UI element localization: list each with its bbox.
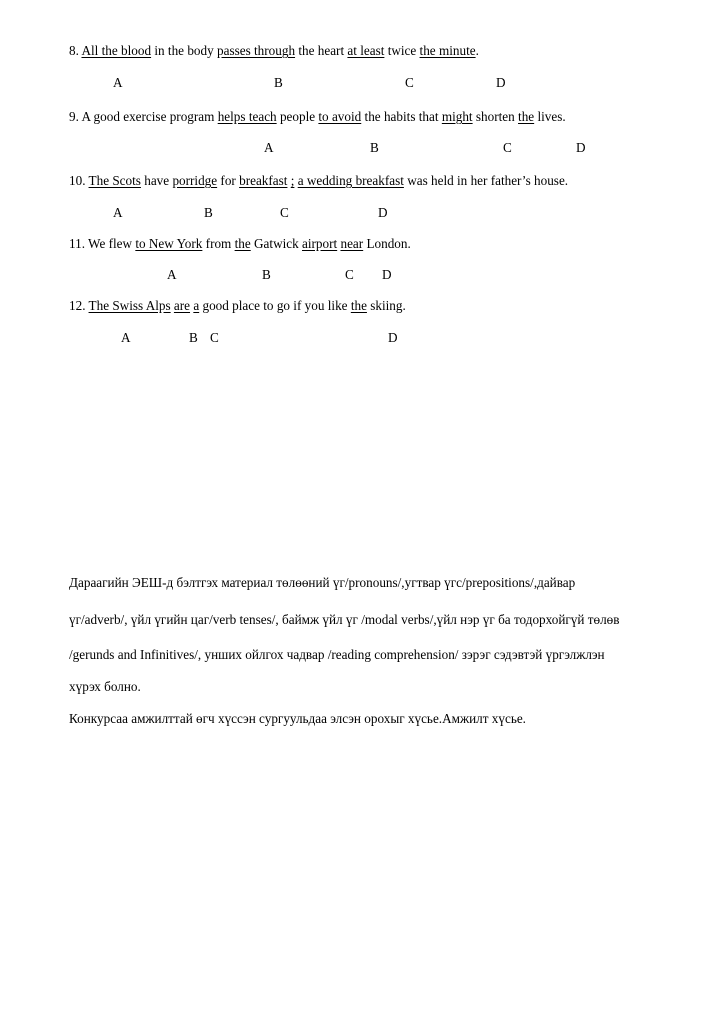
sentence-text: have [140, 173, 173, 188]
option-c-label: C [405, 75, 414, 90]
underlined-phrase: breakfast [239, 173, 288, 188]
underlined-phrase: a [193, 298, 200, 313]
underlined-phrase: the [518, 109, 535, 124]
sentence-text: 9. A good exercise program [69, 109, 218, 124]
underlined-phrase: might [441, 109, 473, 124]
underlined-phrase: the [350, 298, 367, 313]
underlined-phrase: the [234, 236, 251, 251]
underlined-phrase: passes through [217, 43, 296, 58]
question-11-sentence [69, 235, 411, 253]
note-line-1: Дараагийн ЭЕШ-д бэлтгэх материал төлөөний үг/pronouns/,угтвар үгс/prepositions/,дайвар [69, 575, 576, 590]
underlined-phrase: porridge [172, 173, 218, 188]
underlined-phrase: at least [347, 43, 385, 58]
option-b-label: B [274, 75, 283, 90]
option-a-label: A [113, 75, 123, 90]
option-a-label: A [264, 140, 274, 155]
underlined-phrase: ; [290, 173, 295, 188]
question-10-sentence [69, 172, 568, 190]
sentence-text: from [202, 236, 235, 251]
option-b-label: B [189, 330, 198, 345]
sentence-text: the habits that [361, 109, 442, 124]
underlined-phrase: a wedding breakfast [297, 173, 404, 188]
sentence-text: . [475, 43, 479, 58]
option-a-label: A [121, 330, 131, 345]
question-9-sentence [69, 108, 566, 126]
sentence-text: lives. [534, 109, 566, 124]
underlined-phrase: The Scots [88, 173, 141, 188]
underlined-phrase: All the blood [81, 43, 152, 58]
note-line-2: үг/adverb/, үйл үгийн цаг/verb tenses/, баймж үйл үг /modal verbs/,үйл нэр үг ба тодорхойгүй төлөв [69, 612, 620, 627]
option-b-label: B [370, 140, 379, 155]
underlined-phrase: The Swiss Alps [88, 298, 171, 313]
option-c-label: C [345, 267, 354, 282]
sentence-text: 12. [69, 298, 89, 313]
underlined-phrase: airport [302, 236, 338, 251]
option-d-label: D [378, 205, 388, 220]
underlined-phrase: to avoid [318, 109, 362, 124]
sentence-text: good place to go if you like [199, 298, 351, 313]
question-12-sentence [69, 297, 406, 315]
sentence-text: Gatwick [250, 236, 303, 251]
sentence-text: for [217, 173, 240, 188]
sentence-text: was held in her father’s house. [403, 173, 569, 188]
sentence-text: twice [384, 43, 420, 58]
underlined-phrase: helps teach [217, 109, 277, 124]
note-line-3: /gerunds and Infinitives/, унших ойлгох чадвар /reading comprehension/ зэрэг сэдэвтэй үргэлжлэн [69, 647, 605, 662]
option-a-label: A [167, 267, 177, 282]
option-a-label: A [113, 205, 123, 220]
question-8-sentence [69, 42, 479, 60]
sentence-text: shorten [472, 109, 519, 124]
note-line-5: Конкурсаа амжилттай өгч хүссэн сургуульдаа элсэн орохыг хүсье.Амжилт хүсье. [69, 711, 526, 726]
sentence-text: 11. We flew [69, 236, 136, 251]
sentence-text: the heart [295, 43, 348, 58]
option-b-label: B [204, 205, 213, 220]
option-c-label: C [210, 330, 219, 345]
option-b-label: B [262, 267, 271, 282]
underlined-phrase: are [173, 298, 191, 313]
underlined-phrase: the minute [419, 43, 476, 58]
option-c-label: C [280, 205, 289, 220]
option-d-label: D [382, 267, 392, 282]
option-d-label: D [576, 140, 586, 155]
note-line-4: хүрэх болно. [69, 679, 141, 694]
sentence-text: people [276, 109, 319, 124]
sentence-text: 8. [69, 43, 82, 58]
sentence-text: 10. [69, 173, 89, 188]
underlined-phrase: near [340, 236, 364, 251]
underlined-phrase: to New York [135, 236, 203, 251]
sentence-text: skiing. [366, 298, 406, 313]
sentence-text: London. [363, 236, 411, 251]
sentence-text: in the body [151, 43, 218, 58]
option-d-label: D [496, 75, 506, 90]
option-c-label: C [503, 140, 512, 155]
option-d-label: D [388, 330, 398, 345]
